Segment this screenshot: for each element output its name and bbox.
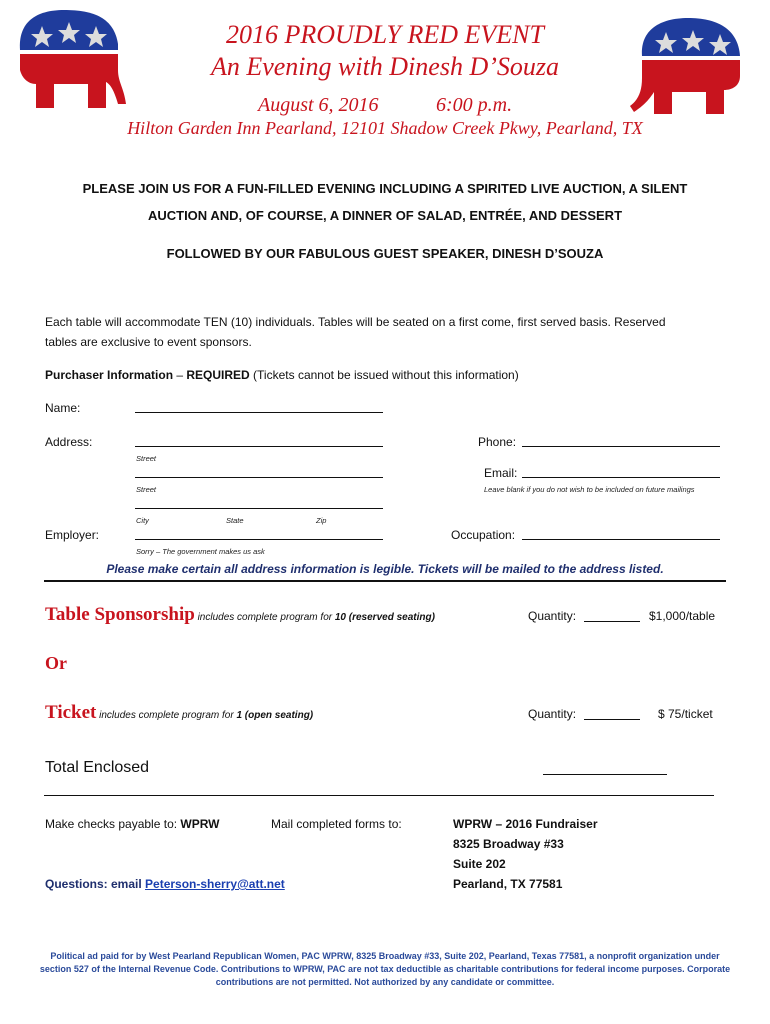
tables-info-line-2: tables are exclusive to event sponsors. — [45, 335, 252, 349]
disclaimer-line-2: section 527 of the Internal Revenue Code. Contributions to WPRW, PAC are not tax deductible as charitable contributions for federal income purposes. Corporate — [39, 964, 731, 974]
event-subtitle: An Evening with Dinesh D’Souza — [210, 52, 560, 81]
questions-row — [45, 877, 285, 891]
street-caption-2: Street — [136, 485, 157, 494]
ticket-desc — [96, 710, 313, 721]
event-venue: Hilton Garden Inn Pearland, 12101 Shadow Creek Pkwy, Pearland, TX — [127, 118, 643, 138]
intro-line-2: AUCTION AND, OF COURSE, A DINNER OF SALAD, ENTRÉE, AND DESSERT — [147, 208, 623, 223]
total-field[interactable] — [543, 774, 667, 775]
divider-top — [44, 580, 726, 582]
phone-field[interactable] — [522, 446, 720, 447]
mail-address-3: Suite 202 — [453, 857, 506, 871]
state-caption: State — [226, 516, 244, 525]
mail-address-4: Pearland, TX 77581 — [453, 877, 563, 891]
occupation-field[interactable] — [522, 539, 720, 540]
ticket-desc-bold: 1 (open seating) — [236, 710, 314, 721]
purchaser-note: (Tickets cannot be issued without this information) — [249, 368, 519, 382]
name-label: Name: — [45, 401, 81, 415]
legible-note: Please make certain all address information is legible. Tickets will be mailed to the address listed. — [106, 562, 664, 576]
mail-address-1: WPRW – 2016 Fundraiser — [453, 817, 598, 831]
email-field[interactable] — [522, 477, 720, 478]
divider-bottom — [44, 795, 714, 796]
or-label: Or — [45, 653, 67, 673]
city-state-zip-field[interactable] — [135, 508, 383, 509]
questions-label: Questions: email — [45, 877, 146, 891]
checks-label: Make checks payable to: — [45, 817, 181, 831]
tables-info-line-1: Each table will accommodate TEN (10) individuals. Tables will be seated on a first come, first served basis. Reserved — [45, 315, 666, 329]
sponsor-desc-pre: includes complete program for — [194, 612, 335, 623]
event-time: 6:00 p.m. — [436, 94, 513, 116]
employer-note: Sorry – The government makes us ask — [136, 547, 265, 556]
total-label: Total Enclosed — [45, 759, 150, 776]
mail-label: Mail completed forms to: — [271, 817, 402, 831]
street-field-2[interactable] — [135, 477, 383, 478]
purchaser-label: Purchaser Information — [45, 368, 174, 382]
sponsor-desc — [195, 612, 435, 623]
phone-label: Phone: — [478, 435, 517, 449]
disclaimer-line-1: Political ad paid for by West Pearland Republican Women, PAC WPRW, 8325 Broadway #33, Suite 202, Pearland, Texas 77581, a nonprofit organization under — [50, 951, 720, 961]
contact-email-link[interactable]: Peterson-sherry@att.net — [145, 877, 285, 891]
ticket-desc-pre: includes complete program for — [96, 710, 237, 721]
sponsor-desc-bold: 10 (reserved seating) — [334, 612, 435, 623]
employer-label: Employer: — [45, 528, 100, 542]
intro-line-1: PLEASE JOIN US FOR A FUN-FILLED EVENING INCLUDING A SPIRITED LIVE AUCTION, A SILENT — [82, 181, 688, 196]
event-title: 2016 PROUDLY RED EVENT — [226, 20, 544, 49]
email-note: Leave blank if you do not wish to be included on future mailings — [484, 485, 695, 494]
checks-row — [45, 817, 220, 831]
intro-line-3: FOLLOWED BY OUR FABULOUS GUEST SPEAKER, DINESH D’SOUZA — [166, 246, 604, 261]
ticket-price: $ 75/ticket — [658, 707, 713, 721]
ticket-quantity-label: Quantity: — [528, 707, 577, 721]
employer-field[interactable] — [135, 539, 383, 540]
mail-address-2: 8325 Broadway #33 — [453, 837, 564, 851]
sponsor-row — [45, 604, 435, 626]
street-caption-1: Street — [136, 454, 157, 463]
sponsor-price: $1,000/table — [649, 609, 716, 623]
event-date: August 6, 2016 — [258, 94, 379, 116]
ticket-quantity-field[interactable] — [584, 719, 640, 720]
address-label: Address: — [45, 435, 93, 449]
zip-caption: Zip — [316, 516, 327, 525]
sponsor-title: Table Sponsorship — [45, 604, 195, 625]
street-field-1[interactable] — [135, 446, 383, 447]
sponsor-quantity-field[interactable] — [584, 621, 640, 622]
sponsor-quantity-label: Quantity: — [528, 609, 577, 623]
required-label: REQUIRED — [186, 368, 250, 382]
disclaimer — [20, 950, 750, 989]
occupation-label: Occupation: — [451, 528, 516, 542]
ticket-row — [45, 702, 313, 724]
name-field[interactable] — [135, 412, 383, 413]
purchaser-dash: – — [173, 368, 187, 382]
ticket-title: Ticket — [45, 702, 97, 723]
checks-payee: WPRW — [180, 817, 220, 831]
disclaimer-line-3: contributions are not permitted. Not authorized by any candidate or committee. — [215, 977, 555, 987]
email-label: Email: — [484, 466, 518, 480]
purchaser-info — [45, 368, 519, 382]
city-caption: City — [136, 516, 149, 525]
